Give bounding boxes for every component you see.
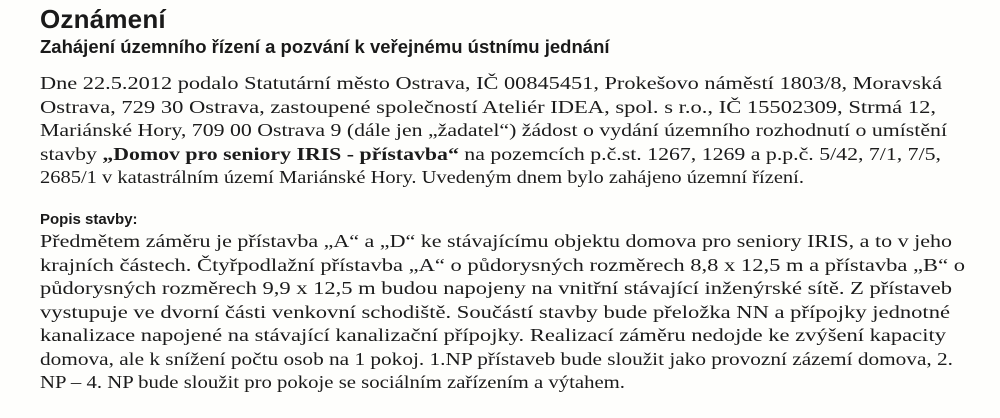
description-line: kanalizace napojené na stávající kanalizační přípojky. Realizací záměru nedojde ke zvýšení kapacity bbox=[40, 325, 946, 345]
page-title: Oznámení bbox=[40, 4, 166, 34]
page-subtitle: Zahájení územního řízení a pozvání k veřejnému ústnímu jednání bbox=[40, 36, 610, 57]
section-heading: Popis stavby: bbox=[40, 211, 138, 228]
intro-line: Ostrava, 729 30 Ostrava, zastoupené společností Ateliér IDEA, spol. s r.o., IČ 15502309, Strmá 12, bbox=[40, 96, 936, 117]
intro-text: stavby bbox=[40, 143, 103, 164]
intro-line: 2685/1 v katastrálním území Mariánské Hory. Uvedeným dnem bylo zahájeno územní řízení. bbox=[40, 167, 804, 187]
description-line: krajních částech. Čtyřpodlažní přístavba „A“ o půdorysných rozměrech 8,8 x 12,5 m a přístavba „B“ o bbox=[40, 254, 965, 275]
description-line: vystupuje ve dvorní části venkovní schodiště. Součástí stavby bude přeložka NN a přípojky jednotné bbox=[40, 301, 950, 322]
intro-line bbox=[40, 143, 941, 167]
description-line: domova, ale k snížení počtu osob na 1 pokoj. 1.NP přístaveb bude sloužit jako provozní zázemí domova, 2. bbox=[40, 348, 953, 369]
intro-line: Mariánské Hory, 709 00 Ostrava 9 (dále jen „žadatel“) žádost o vydání územního rozhodnutí o umístění bbox=[40, 120, 947, 140]
description-line: Předmětem záměru je přístavba „A“ a „D“ ke stávajícímu objektu domova pro seniory IRIS, a to v jeho bbox=[40, 231, 952, 251]
intro-paragraph bbox=[40, 72, 947, 190]
description-line: NP – 4. NP bude sloužit pro pokoje se sociálním zařízením a výtahem. bbox=[40, 372, 625, 392]
description-paragraph bbox=[40, 230, 965, 395]
intro-line: Dne 22.5.2012 podalo Statutární město Ostrava, IČ 00845451, Prokešovo náměstí 1803/8, Moravská bbox=[40, 73, 943, 93]
project-name: „Domov pro seniory IRIS - přístavba“ bbox=[102, 143, 459, 164]
intro-text: na pozemcích p.č.st. 1267, 1269 a p.p.č. 5/42, 7/1, 7/5, bbox=[458, 143, 942, 164]
description-line: půdorysných rozměrech 9,9 x 12,5 m budou napojeny na vnitřní stávající inženýrské sítě. Z přístaveb bbox=[40, 278, 952, 298]
